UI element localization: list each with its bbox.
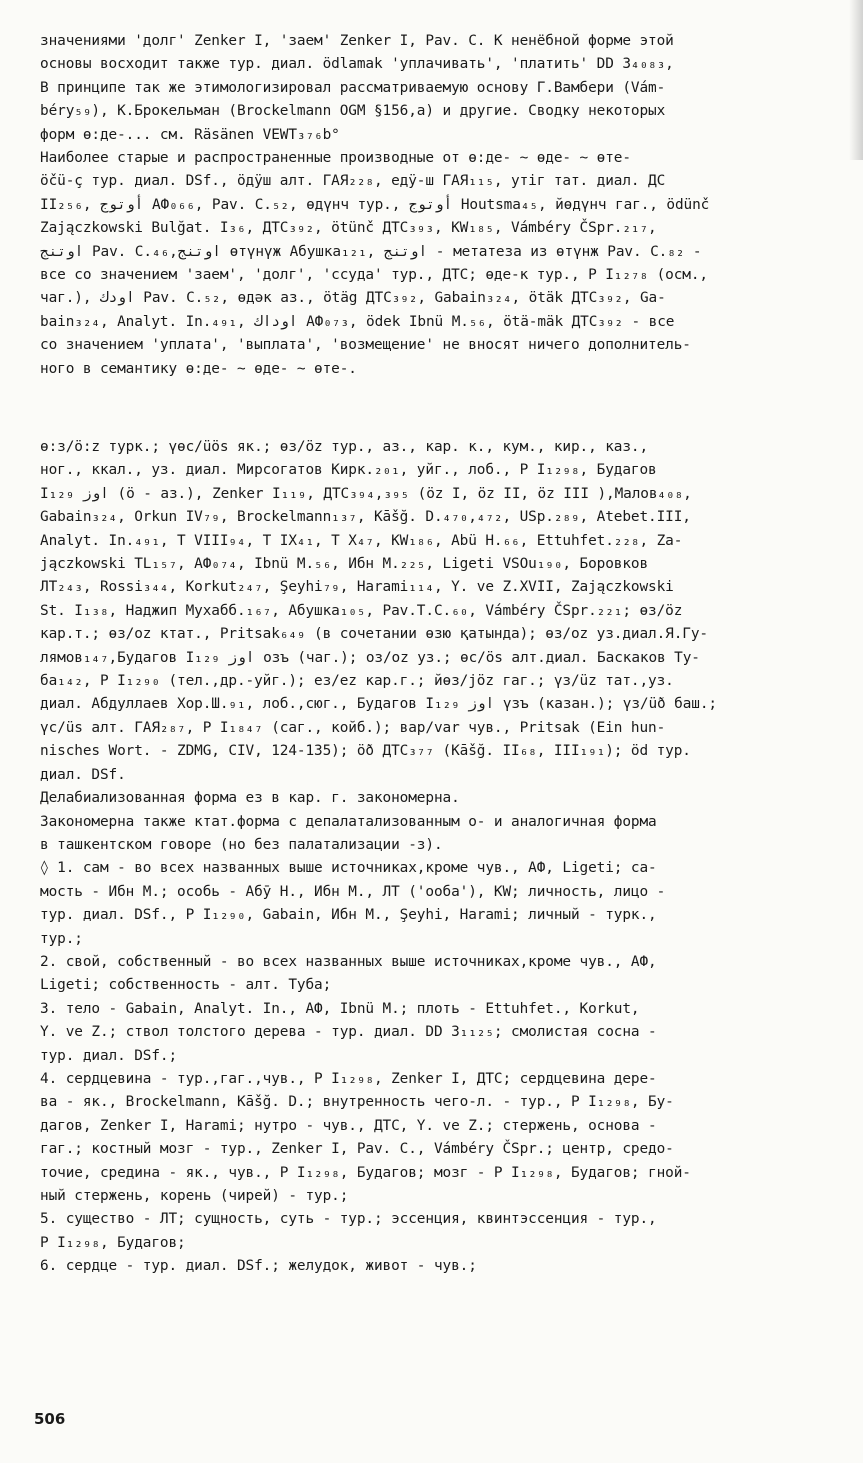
text-line: значениями 'долг' Zenker I, 'заем' Zenker I, Pav. C. К ненёбной форме этой [40, 33, 674, 49]
text-line: форм ө:де-... см. Räsänen VEWT₃₇₆b° [40, 126, 340, 143]
text-line: Gabain₃₂₄, Orkun IV₇₉, Brockelmann₁₃₇, Kāšğ. D.₄₇₀,₄₇₂, USp.₂₈₉, Atebet.III, [40, 509, 691, 526]
text-line: St. I₁₃₈, Наджип Мухабб.₁₆₇, Абушка₁₀₅, Pav.T.C.₆₀, Vámbéry ČSpr.₂₂₁; өз/öz [40, 602, 683, 619]
text-line: Наиболее старые и распространенные производные от ө:де- ~ өде- ~ өте- [40, 150, 631, 167]
text-line: ва - як., Brockelmann, Kāšğ. D.; внутренность чего-л. - тур., Р I₁₂₉₈, Бу- [40, 1094, 674, 1111]
text-line: I₁₂₉ اوز (ö - аз.), Zenker I₁₁₉, ДТС₃₉₄,₃₉₅ (öz I, öz II, öz III ),Малов₄₀₈, [40, 485, 692, 502]
text-line: мость - Ибн М.; особь - Абӯ Н., Ибн М., ЛТ ('ооба'), KW; личность, лицо - [40, 883, 666, 900]
etymology-paragraph-block [40, 30, 848, 381]
text-line: Analyt. In.₄₉₁, T VIII₉₄, T IX₄₁, T X₄₇, KW₁₈₆, Abü H.₆₆, Ettuhfet.₂₂₈, Za- [40, 532, 683, 549]
text-line: béry₅₉), К.Брокельман (Brockelmann OGM §156,a) и другие. Сводку некоторых [40, 103, 666, 120]
text-line: اوتنج Pav. C.₄₆,اوتنج өтүнүж Абушка₁₂₁, اوتنج - метатеза из өтүнж Pav. C.₈₂ - [40, 243, 702, 260]
meaning-2-line: 2. свой, собственный - во всех названных выше источниках,кроме чув., АФ, [40, 953, 657, 970]
text-line: тур. диал. DSf., Р I₁₂₉₀, Gabain, Ибн М., Şeyhi, Harami; личный - турк., [40, 907, 657, 924]
text-line: со значением 'уплата', 'выплата', 'возмещение' не вносят ничего дополнитель- [40, 337, 691, 354]
text-line: дагов, Zenker I, Harami; нутро - чув., ДТС, Y. ve Z.; стержень, основа - [40, 1117, 657, 1134]
text-line: чаг.), اودك Pav. C.₅₂, өдәк аз., ötäg ДТС₃₉₂, Gabain₃₂₄, ötäk ДТС₃₉₂, Ga- [40, 290, 666, 307]
page-number: 506 [34, 1410, 66, 1428]
text-line: в ташкентском говоре (но без палатализации -з). [40, 836, 443, 853]
text-line: Р I₁₂₉₈, Будагов; [40, 1234, 186, 1251]
text-line: тур.; [40, 930, 83, 947]
text-line: II₂₅₆, أوتوج АФ₀₆₆, Pav. C.₅₂, өдүнч тур., أوتوج Houtsma₄₅, йөдүнч гаг., ödünč [40, 196, 710, 213]
text-line: Ligeti; собственность - алт. Туба; [40, 977, 332, 994]
text-line: nisches Wort. - ZDMG, CIV, 124-135); öð ДТС₃₇₇ (Kāšğ. II₆₈, III₁₉₁); öd тур. [40, 743, 691, 760]
text-line: ног., ккал., уз. диал. Мирсогатов Кирк.₂₀₁, уйг., лоб., Р I₁₂₉₈, Будагов [40, 462, 657, 479]
page-edge-shadow [849, 0, 863, 160]
text-line: все со значением 'заем', 'долг', 'ссуда' тур., ДТС; өде-к тур., Р I₁₂₇₈ (осм., [40, 267, 708, 284]
text-line: үс/üs алт. ГАЯ₂₈₇, Р I₁₈₄₇ (саг., койб.); вар/var чув., Pritsak (Ein hun- [40, 719, 666, 736]
text-line: Zajączkowski Bulğat. I₃₆, ДТС₃₉₂, ötünč ДТС₃₉₃, KW₁₈₅, Vámbéry ČSpr.₂₁₇, [40, 220, 657, 237]
text-line: диал. Абдуллаев Хор.Ш.₉₁, лоб.,сюг., Будагов I₁₂₉ اوز үзъ (казан.); үз/üð баш.; [40, 696, 717, 713]
dictionary-entry-oz [40, 436, 848, 1279]
entry-headword-line: ө:з/ö:z турк.; үөс/üös як.; өз/öz тур., аз., кар. к., кум., кир., каз., [40, 439, 649, 455]
text-line: bain₃₂₄, Analyt. In.₄₉₁, اوداك АФ₀₇₃, ödek Ibnü M.₅₆, ötä-mäk ДТС₃₉₂ - все [40, 313, 675, 330]
text-line: Y. ve Z.; ствол толстого дерева - тур. диал. DD 3₁₁₂₅; смолистая сосна - [40, 1024, 657, 1041]
text-line: тур. диал. DSf.; [40, 1047, 178, 1064]
meaning-6-line: 6. сердце - тур. диал. DSf.; желудок, живот - чув.; [40, 1258, 477, 1275]
text-line: основы восходит также тур. диал. ödlamak 'уплачивать', 'платить' DD 3₄₀₈₃, [40, 56, 674, 73]
text-line: диал. DSf. [40, 766, 126, 783]
text-line: jączkowski TL₁₅₇, АФ₀₇₄, Ibnü M.₅₆, Ибн M.₂₂₅, Ligeti VSOu₁₉₀, Боровков [40, 556, 649, 573]
text-line: ного в семантику ө:де- ~ өде- ~ өте-. [40, 360, 357, 377]
text-line: кар.т.; өз/oz ктат., Pritsak₆₄₉ (в сочетании өзю қатында); өз/oz уз.диал.Я.Гу- [40, 626, 708, 643]
meaning-4-line: 4. сердцевина - тур.,гаг.,чув., Р I₁₂₉₈, Zenker I, ДТС; сердцевина дере- [40, 1070, 657, 1087]
text-line: Делабиализованная форма ез в кар. г. закономерна. [40, 790, 460, 807]
text-line: В принципе так же этимологизировал рассматриваемую основу Г.Вамбери (Vám- [40, 79, 666, 96]
text-line: öčü-ç тур. диал. DSf., öдÿш алт. ГАЯ₂₂₈, едÿ-ш ГАЯ₁₁₅, утіг тат. диал. ДС [40, 173, 666, 190]
text-line: гаг.; костный мозг - тур., Zenker I, Pav. C., Vámbéry ČSpr.; центр, средо- [40, 1141, 674, 1158]
text-line: лямов₁₄₇,Будагов I₁₂₉ اوز озъ (чаг.); оз/oz уз.; өс/ös алт.диал. Баскаков Ту- [40, 649, 700, 666]
text-line: ЛТ₂₄₃, Rossi₃₄₄, Korkut₂₄₇, Şeyhi₇₉, Harami₁₁₄, Y. ve Z.XVII, Zajączkowski [40, 579, 674, 596]
text-line: ный стержень, корень (чирей) - тур.; [40, 1188, 349, 1204]
meaning-5-line: 5. существо - ЛТ; сущность, суть - тур.; эссенция, квинтэссенция - тур., [40, 1211, 657, 1228]
text-line: Закономерна также ктат.форма с депалатализованным о- и аналогичная форма [40, 813, 657, 830]
text-line: точие, средина - як., чув., Р I₁₂₉₈, Будагов; мозг - Р I₁₂₉₈, Будагов; гной- [40, 1164, 691, 1181]
meaning-1-line: ◊ 1. сам - во всех названных выше источниках,кроме чув., АФ, Ligeti; са- [40, 860, 657, 877]
text-line: ба₁₄₂, Р I₁₂₉₀ (тел.,др.-уйг.); ез/ez кар.г.; йөз/jöz гаг.; үз/üz тат.,уз. [40, 673, 674, 690]
meaning-3-line: 3. тело - Gabain, Analyt. In., АФ, Ibnü M.; плоть - Ettuhfet., Korkut, [40, 1000, 640, 1017]
